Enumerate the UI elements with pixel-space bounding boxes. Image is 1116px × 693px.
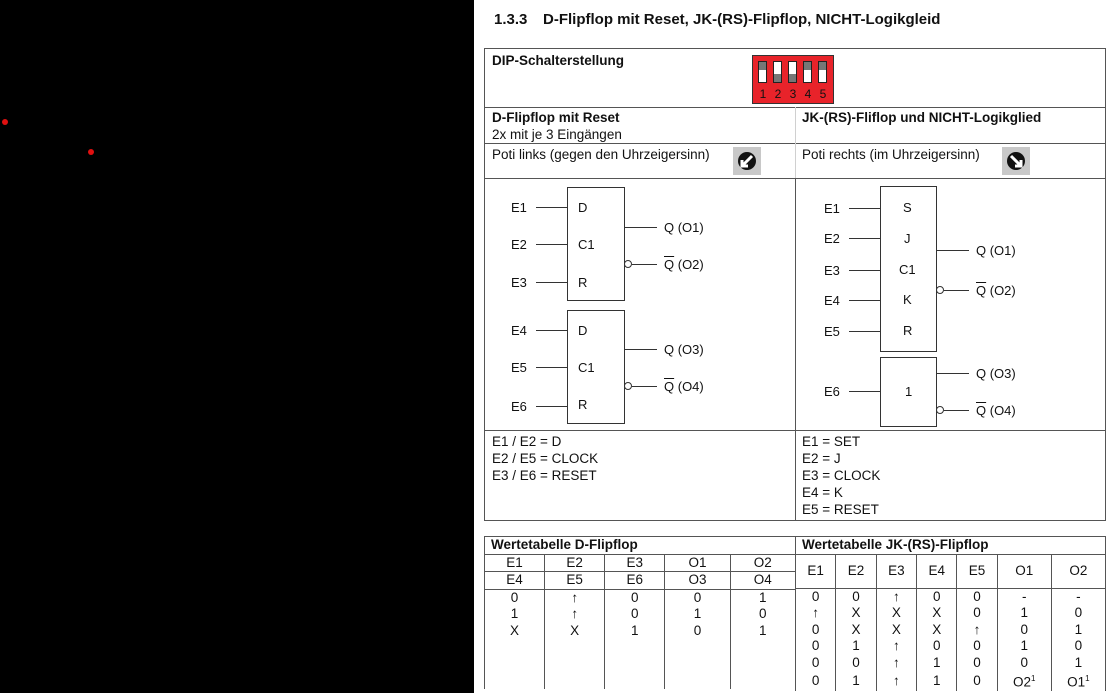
table-caption: Wertetabelle D-Flipflop (485, 537, 796, 555)
output-label: Q (O1) (664, 220, 704, 235)
legend-line: E1 / E2 = D (492, 434, 562, 449)
pin-label: R (903, 323, 913, 338)
right-heading: JK-(RS)-Fliflop und NICHT-Logikglied (802, 110, 1042, 125)
divider (795, 178, 796, 521)
input-label: E1 (511, 200, 527, 215)
dip-switch-3[interactable] (788, 61, 797, 83)
input-label: E4 (511, 323, 527, 338)
legend-line: E1 = SET (802, 434, 861, 449)
pin-label: K (903, 292, 912, 307)
dip-number: 4 (804, 87, 812, 101)
dip-switch-1[interactable] (758, 61, 767, 83)
input-label: E6 (511, 399, 527, 414)
document-page (474, 0, 1116, 693)
pin-label: C1 (899, 262, 916, 277)
legend-line: E4 = K (802, 485, 843, 500)
table-row: 0 0 ↑ 0 0 - - (796, 588, 1106, 605)
input-label: E1 (824, 201, 840, 216)
table-caption: Wertetabelle JK-(RS)-Flipflop (796, 537, 1106, 555)
input-label: E5 (824, 324, 840, 339)
output-label: Q (O3) (976, 366, 1016, 381)
input-label: E3 (511, 275, 527, 290)
pin-label: S (903, 200, 912, 215)
pin-label: C1 (578, 360, 595, 375)
table-row (485, 639, 796, 656)
table-row: X X 1 0 1 (485, 623, 796, 640)
poti-right-label: Poti rechts (im Uhrzeigersinn) (802, 147, 980, 162)
legend-line: E3 = CLOCK (802, 468, 881, 483)
dip-label: DIP-Schalterstellung (492, 53, 625, 68)
pin-label: J (904, 231, 911, 246)
poti-right-icon (1002, 147, 1030, 175)
table-row: 0 X X X ↑ 0 1 (796, 622, 1106, 639)
output-label: $\overline{Q}$ (O4) (976, 403, 1016, 418)
jk-flipflop-value-table: Wertetabelle JK-(RS)-Flipflop E1 E2 E3 E4 E5 O1 O2 0 0 ↑ 0 0 - - ↑ X X X 0 1 0 0 X X X ↑ 0 1 0 1 ↑ 0 0 1 0 0 0 ↑ 1 0 0 1 0 1 ↑ 1 0 $O2^1$ $O1^1$ (795, 536, 1106, 691)
output-label: $\overline{Q}$ (O2) (976, 283, 1016, 298)
pin-label: C1 (578, 237, 595, 252)
legend-line: E3 / E6 = RESET (492, 468, 597, 483)
dip-switch-block (752, 55, 834, 104)
poti-left-icon (733, 147, 761, 175)
black-margin (0, 0, 474, 693)
dip-number: 3 (789, 87, 797, 101)
d-flipflop-1 (567, 187, 625, 301)
dip-switch-2[interactable] (773, 61, 782, 83)
legend-line: E2 = J (802, 451, 841, 466)
input-label: E5 (511, 360, 527, 375)
output-label: Q (O1) (976, 243, 1016, 258)
table-row (485, 672, 796, 689)
dip-number: 5 (819, 87, 827, 101)
section-number: 1.3.3 (494, 11, 528, 28)
input-label: E4 (824, 293, 840, 308)
output-label: $\overline{Q}$ (O2) (664, 257, 704, 272)
table-row: 0 ↑ 0 0 1 (485, 589, 796, 606)
left-heading: D-Flipflop mit Reset (492, 110, 620, 125)
dip-number: 2 (774, 87, 782, 101)
divider (795, 107, 796, 178)
table-row: ↑ X X X 0 1 0 (796, 605, 1106, 622)
table-row: 0 1 ↑ 0 0 1 0 (796, 638, 1106, 655)
output-label: Q (O3) (664, 342, 704, 357)
input-label: E2 (511, 237, 527, 252)
red-marker (2, 119, 8, 125)
table-row: 0 1 ↑ 1 0 $O2^1$ $O1^1$ (796, 671, 1106, 691)
output-label: $\overline{Q}$ (O4) (664, 379, 704, 394)
poti-left-label: Poti links (gegen den Uhrzeigersinn) (492, 147, 710, 162)
table-row (485, 656, 796, 673)
table-row: 0 0 ↑ 1 0 0 1 (796, 655, 1106, 672)
d-flipflop-2 (567, 310, 625, 424)
d-flipflop-value-table: Wertetabelle D-Flipflop E1 E2 E3 O1 O2 E4 E5 E6 O3 O4 0 ↑ 0 0 1 1 ↑ 0 1 0 X X 1 0 1 (484, 536, 796, 689)
input-label: E3 (824, 263, 840, 278)
section-title (494, 11, 940, 28)
pin-label: R (578, 397, 588, 412)
table-row: 1 ↑ 0 1 0 (485, 606, 796, 623)
pin-label: R (578, 275, 588, 290)
pin-label: 1 (905, 384, 913, 399)
pin-label: D (578, 323, 588, 338)
section-title-text: D-Flipflop mit Reset, JK-(RS)-Flipflop, NICHT-Logikgleid (543, 11, 941, 28)
dip-switch-4[interactable] (803, 61, 812, 83)
dip-switch-5[interactable] (818, 61, 827, 83)
input-label: E2 (824, 231, 840, 246)
legend-line: E2 / E5 = CLOCK (492, 451, 599, 466)
input-label: E6 (824, 384, 840, 399)
pin-label: D (578, 200, 588, 215)
legend-line: E5 = RESET (802, 502, 879, 517)
dip-number: 1 (759, 87, 767, 101)
left-subheading: 2x mit je 3 Eingängen (492, 127, 622, 142)
red-marker (88, 149, 94, 155)
